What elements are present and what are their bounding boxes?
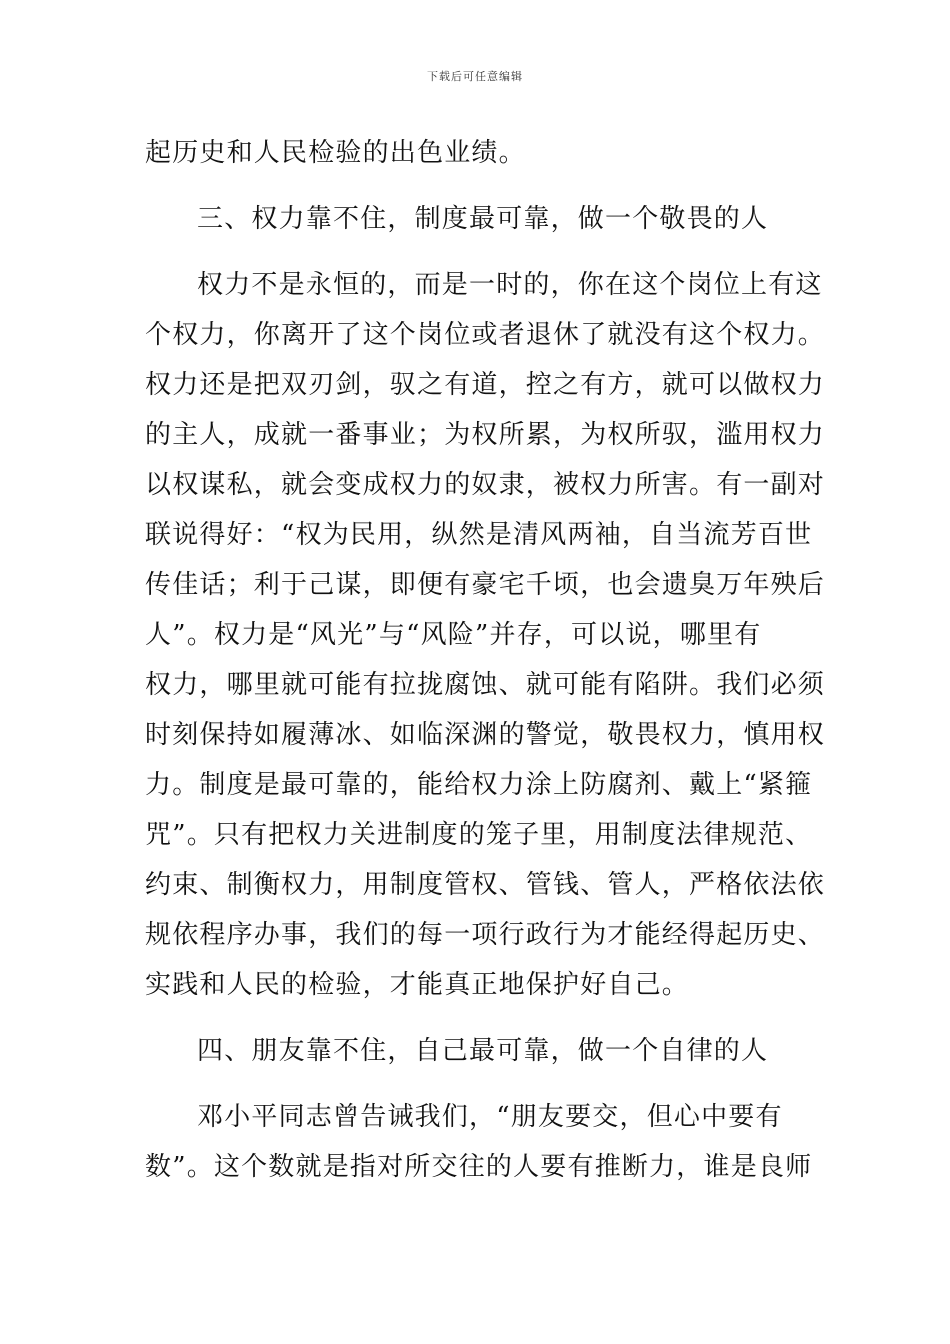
paragraph-line: 个权力，你离开了这个岗位或者退休了就没有这个权力。 <box>145 320 826 350</box>
document-body <box>145 128 826 1192</box>
paragraph-line: 咒”。只有把权力关进制度的笼子里，用制度法律规范、 <box>145 820 813 850</box>
paragraph-line: 联说得好：“权为民用，纵然是清风两袖，自当流芳百世 <box>145 520 813 550</box>
paragraph-gap <box>145 178 807 194</box>
paragraph-line: 的主人，成就一番事业；为权所累，为权所驭，滥用权力 <box>145 420 826 450</box>
paragraph-line: 规依程序办事，我们的每一项行政行为才能经得起历史、 <box>145 920 826 950</box>
paragraph-line: 力。制度是最可靠的，能给权力涂上防腐剂、戴上“紧箍 <box>145 770 813 800</box>
paragraph-line: 实践和人民的检验，才能真正地保护好自己。 <box>145 970 690 1000</box>
paragraph-gap <box>145 244 807 260</box>
paragraph-line: 人”。权力是“风光”与“风险”并存，可以说，哪里有 <box>145 620 762 650</box>
paragraph-line: 时刻保持如履薄冰、如临深渊的警觉，敬畏权力，慎用权 <box>145 720 826 750</box>
paragraph-line: 以权谋私，就会变成权力的奴隶，被权力所害。有一副对 <box>145 470 826 500</box>
paragraph-gap <box>145 1076 807 1092</box>
section-heading: 三、权力靠不住，制度最可靠，做一个敬畏的人 <box>197 204 769 234</box>
paragraph-line: 数”。这个数就是指对所交往的人要有推断力，谁是良师 <box>145 1152 813 1182</box>
paragraph-line: 传佳话；利于己谋，即便有豪宅千顷，也会遗臭万年殃后 <box>145 570 826 600</box>
paragraph-line: 权力，哪里就可能有拉拢腐蚀、就可能有陷阱。我们必须 <box>145 670 826 700</box>
paragraph-line: 权力不是永恒的，而是一时的，你在这个岗位上有这 <box>197 270 823 300</box>
header-note: 下载后可任意编辑 <box>427 70 523 83</box>
paragraph-gap <box>145 1010 807 1026</box>
paragraph-line: 约束、制衡权力，用制度管权、管钱、管人，严格依法依 <box>145 870 826 900</box>
paragraph-line: 权力还是把双刃剑，驭之有道，控之有方，就可以做权力 <box>145 370 826 400</box>
paragraph-line: 邓小平同志曾告诫我们，“朋友要交，但心中要有 <box>197 1102 783 1132</box>
paragraph-line: 起历史和人民检验的出色业绩。 <box>145 138 526 168</box>
section-heading: 四、朋友靠不住，自己最可靠，做一个自律的人 <box>197 1036 769 1066</box>
